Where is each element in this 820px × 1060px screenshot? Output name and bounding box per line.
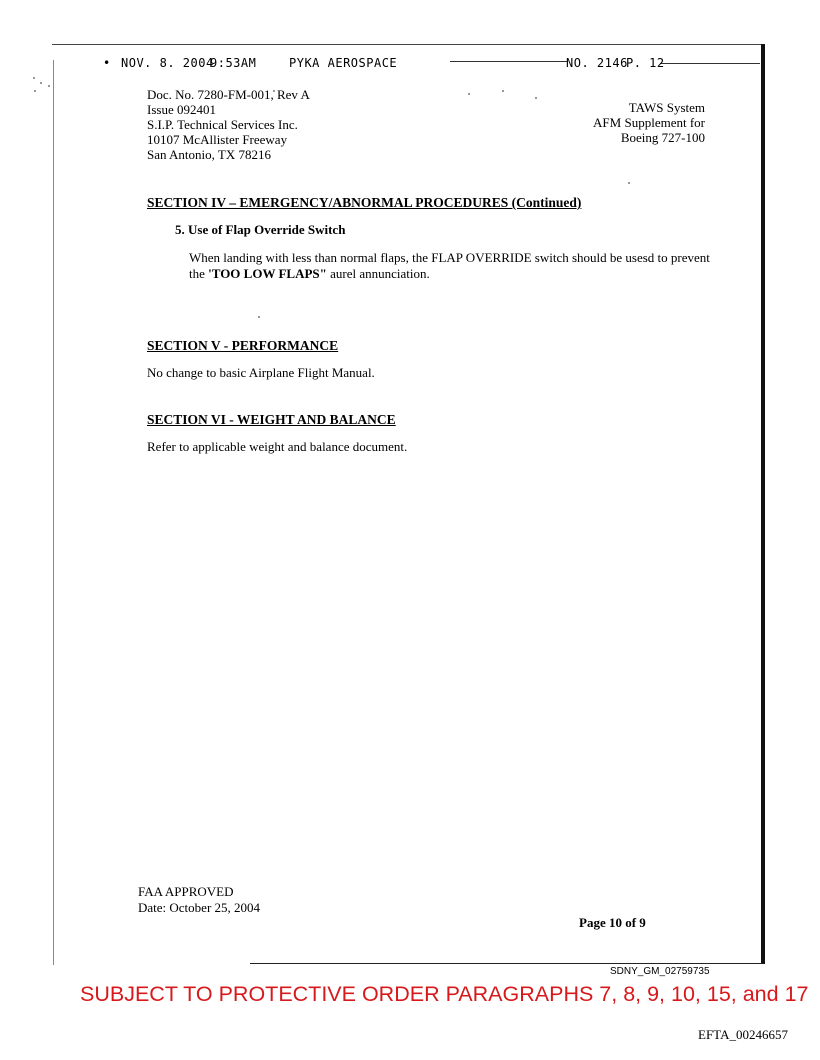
section-5-text: No change to basic Airplane Flight Manual. [147,365,375,380]
aircraft-model: Boeing 727-100 [620,130,705,145]
page-number: Page 10 of 9 [579,915,646,930]
scan-speck [502,90,504,92]
supplement-label: AFM Supplement for [593,115,705,130]
right-border-line [761,44,765,964]
system-name: TAWS System [628,100,705,115]
top-border-line [52,44,762,45]
section-4-title: SECTION IV – EMERGENCY/ABNORMAL PROCEDURES (Continued) [147,195,582,210]
scan-speck [628,182,630,184]
doc-issue: Issue 092401 [147,102,216,117]
fax-rule [450,61,567,62]
section-6-title: SECTION VI - WEIGHT AND BALANCE [147,412,396,427]
fax-date: NOV. 8. 2004 [121,56,214,70]
doc-header-left [147,87,310,162]
fax-bullet: • [103,56,111,70]
bottom-border-line [250,963,764,964]
protective-order-notice: SUBJECT TO PROTECTIVE ORDER PARAGRAPHS 7, 8, 9, 10, 15, and 17 [80,982,809,1006]
section-4-text [189,250,729,282]
scan-speck [34,90,36,92]
doc-number: Doc. No. 7280-FM-001, Rev A [147,87,310,102]
company-name: S.I.P. Technical Services Inc. [147,117,298,132]
fax-page: P. 12 [626,56,665,70]
bates-number: SDNY_GM_02759735 [610,966,710,977]
scan-speck [468,93,470,95]
section-6-text: Refer to applicable weight and balance document. [147,439,408,454]
section-4-text-bold: 'TOO LOW FLAPS" [208,266,327,281]
left-border-line [53,60,54,965]
fax-sender: PYKA AEROSPACE [289,56,398,70]
section-5-title: SECTION V - PERFORMANCE [147,338,339,353]
fax-time: 9:53AM [210,56,257,70]
faa-approved: FAA APPROVED [138,884,234,899]
scan-speck [48,85,50,87]
scan-speck [33,77,35,79]
section-4-text-part1: When landing with less than normal flaps, the FLAP OVERRIDE switch should be usesd to prevent the [189,250,710,281]
fax-number: NO. 2146 [566,56,628,70]
doc-header-right [593,100,705,145]
section-4-item-title: 5. Use of Flap Override Switch [175,222,346,237]
efta-number: EFTA_00246657 [698,1027,788,1042]
fax-rule [660,63,760,64]
approval-date: Date: October 25, 2004 [138,900,261,915]
company-street: 10107 McAllister Freeway [147,132,288,147]
scan-speck [258,316,260,318]
company-city: San Antonio, TX 78216 [147,147,271,162]
scan-speck [40,82,42,84]
scan-speck [535,97,537,99]
section-4-text-part2: aurel annunciation. [326,266,430,281]
